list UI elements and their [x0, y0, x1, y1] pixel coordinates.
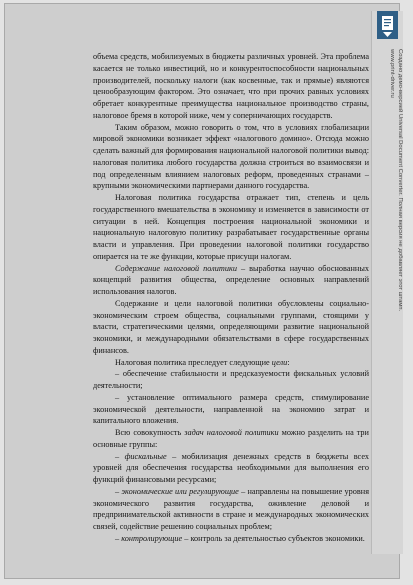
document-page [4, 3, 403, 579]
goal-item-1: – обеспечение стабильности и предсказуемости фискальных условий деятельности; [93, 369, 369, 390]
task-item-economic [93, 486, 369, 533]
paragraph-5: Содержание и цели налоговой политики обусловлены социально-экономическим строем общества, социальными группами, стоящими у власти, стратегическими целями, определяющими развитие национальной экономики, и международными обязательствами в сфере государственных финансов. [93, 298, 369, 355]
paragraph-6 [93, 357, 369, 369]
task-dash: – [115, 533, 122, 543]
task-dash: – [115, 451, 125, 461]
paragraph-3: Налоговая политика государства отражает тип, степень и цель государственного вмешательства в экономику и изменяется в зависимости от ситуации в ней. Концепция построения национальной экономики и национальную налоговую политику разрабатывает государственные органы власти и управления. При проведении налоговой политики государство опирается на те же функции, которые присущи налогам. [93, 193, 369, 261]
watermark-line-2: www.print-driver.ru [389, 49, 396, 98]
body-text [93, 51, 369, 545]
paragraph-1: объема средств, мобилизуемых в бюджеты различных уровней. Эта проблема касается не только инвестиций, но и конкурентоспособности национальных производителей, поскольку налоги (как косвенные, так и прямые) являются ценообразующим фактором. Это означает, что при прочих равных условиях обретает конкурентные преимущества национальное производство страны, налоговое бремя в которой ниже, чем у соперничающих государств. [93, 52, 369, 120]
task-item-control [93, 533, 369, 545]
task-term: контролирующие [121, 533, 183, 543]
goal-item-2: – установление оптимального размера средств, стимулирование экономической деятельности, направленной на экономию затрат и капитального вложения. [93, 392, 369, 426]
paragraph-6-tail: : [287, 357, 290, 367]
paragraph-7-tail: можно разделить на три основные группы: [93, 428, 369, 449]
term-goals: цели [271, 357, 288, 367]
task-term: экономические или регулирующие [121, 486, 239, 496]
task-dash: – [115, 486, 122, 496]
paragraph-4 [93, 263, 369, 298]
watermark-text [372, 47, 403, 547]
term-tasks: задач налоговой политики [184, 428, 279, 437]
paragraph-2: Таким образом, можно говорить о том, что в условиях глобализации мировой экономики возникает эффект «налогового домино». Отсюда можно сделать важный для формирования национальной налоговой политики вывод: налоговая политика любого государства должна строиться во взаимосвязи и под определенным влиянием налоговых реформ, проведенных странами – крупными экономическими партнерами данного государства. [93, 122, 369, 191]
task-rest: – контроль за деятельностью субъектов экономики. [182, 533, 365, 543]
converter-logo-icon [377, 11, 398, 39]
paragraph-4-rest: – выработка научно обоснованных концепций развития общества, определение основных направлений использования налогов. [93, 263, 369, 296]
watermark-strip [371, 11, 403, 554]
paragraph-6-lead: Налоговая политика преследует следующие [115, 357, 272, 367]
watermark-line-1: Создано демо-версией Universal Document Converter. Полная версия не добавляет этот штамп. [397, 49, 403, 312]
task-term: фискальные [124, 451, 167, 461]
paragraph-7-lead: Всю совокупность [115, 428, 185, 437]
task-rest: – мобилизация денежных средств в бюджеты всех уровней для обеспечения государства необходимыми для выполнения его функций финансовыми ресурсами; [93, 451, 369, 484]
term-policy-content: Содержание налоговой политики [115, 263, 237, 273]
task-rest: – направлены на повышение уровня экономического развития государства, оживление деловой и предпринимательской активности в стране и международных экономических связей, содействие решению социальных проблем; [93, 486, 370, 531]
task-item-fiscal [93, 451, 369, 486]
paragraph-7 [93, 427, 369, 451]
